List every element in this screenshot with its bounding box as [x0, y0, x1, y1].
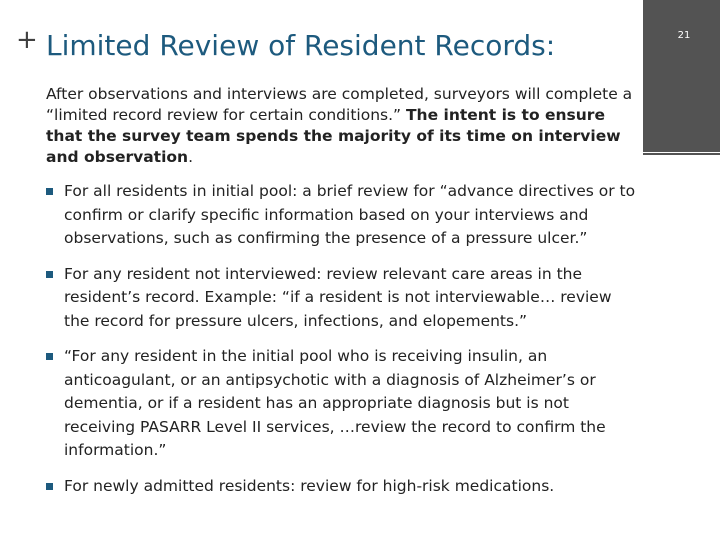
plus-icon: +	[16, 25, 38, 55]
bullet-item	[46, 180, 636, 251]
bullet-item	[46, 345, 636, 463]
bullet-text: “For any resident in the initial pool who is receiving insulin, an anticoagulant, or an antipsychotic with a diagnosis of Alzheimer’s or dementia, or if a resident has an appropriate diagnosis but is not receiving PASARR Level II services, …review the record to confirm the information.”	[64, 347, 606, 459]
side-band	[643, 0, 720, 152]
side-divider	[643, 153, 720, 155]
bullet-item	[46, 475, 636, 499]
bullet-text: For all residents in initial pool: a brief review for “advance directives or to confirm or clarify specific information based on your interviews and observations, such as confirming the presence of a pressure ulcer.”	[64, 182, 636, 247]
intro-paragraph	[46, 84, 636, 168]
intro-text: After observations and interviews are completed, surveyors will complete a “limited record review for certain conditions.”	[46, 85, 633, 124]
intro-end: .	[188, 148, 194, 166]
slide-title: Limited Review of Resident Records:	[46, 29, 556, 62]
intro-bold-text: The intent is to ensure that the survey team spends the majority of its time on interview and observation	[46, 106, 621, 166]
bullet-list	[46, 180, 636, 510]
bullet-square-icon	[46, 483, 53, 490]
bullet-square-icon	[46, 271, 53, 278]
slide-number: 21	[677, 30, 691, 41]
bullet-text: For newly admitted residents: review for high-risk medications.	[64, 476, 555, 495]
bullet-text: For any resident not interviewed: review relevant care areas in the resident’s record. Example: “if a resident is not interviewable… review the record for pressure ulcers, infections, and elopements.”	[64, 264, 612, 330]
bullet-item	[46, 263, 636, 334]
bullet-square-icon	[46, 188, 53, 195]
bullet-square-icon	[46, 353, 53, 360]
